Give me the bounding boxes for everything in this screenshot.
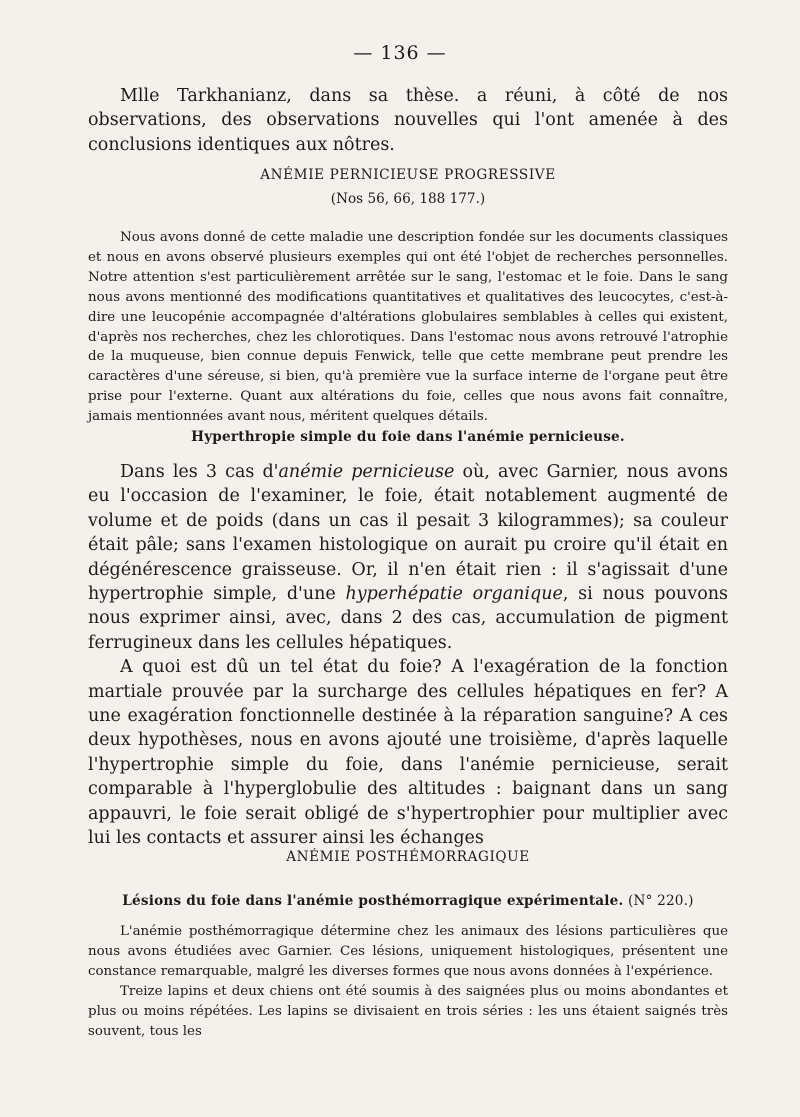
page-number: — 136 — bbox=[353, 42, 447, 64]
subsection1-body bbox=[88, 460, 728, 851]
subsection-title-hypertrophie: Hyperthropie simple du foie dans l'anémie pernicieuse. bbox=[191, 429, 625, 445]
text-run: Dans les 3 cas d' bbox=[120, 462, 279, 482]
subsection-title-lesions bbox=[88, 893, 728, 909]
section-title-anemie-pernicieuse: ANÉMIE PERNICIEUSE PROGRESSIVE bbox=[260, 167, 556, 183]
subsection1-paragraph-1 bbox=[88, 460, 728, 655]
section2-paragraph-1: L'anémie posthémorragique détermine chez les animaux des lésions particulières que nous avons étudiées avec Garnier. Ces lésions, uniquement histologiques, présentent une constance remarquable, malgré les diverses formes que nous avons données à l'expérience. bbox=[88, 924, 728, 979]
italic-term: anémie pernicieuse bbox=[278, 462, 455, 482]
section1-paragraph bbox=[88, 228, 728, 427]
intro-paragraph bbox=[88, 84, 728, 157]
section2-body bbox=[88, 922, 728, 1041]
text-run: , si nous pouvons nous exprimer ainsi, avec, dans 2 des cas, accumulation de pigment ferrugineux dans les cellules hépatiques. bbox=[88, 584, 728, 653]
section1-text: Nous avons donné de cette maladie une description fondée sur les documents classiques et nous en avons observé plusieurs exemples qui ont été l'objet de recherches personnelles. Notre attention s'est particulièrement arrêtée sur le sang, l'estomac et le foie. Dans le sang nous avons mentionné des modifications quantitatives et qualitatives des leucocytes, c'est-à-dire une leucopénie accompagnée d'altérations globulaires semblables à celles qui existent, d'après nos recherches, chez les chlorotiques. Dans l'estomac nous avons retrouvé l'atrophie de la muqueuse, bien connue depuis Fenwick, telle que cette membrane peut prendre les caractères d'une séreuse, si bien, qu'à première vue la surface interne de l'organe peut être prise pour l'externe. Quant aux altérations du foie, celles que nous avons fait connaître, jamais mentionnées avant nous, méritent quelques détails. bbox=[88, 230, 728, 425]
subsection1-paragraph-2: A quoi est dû un tel état du foie? A l'exagération de la fonction martiale prouvée par la surcharge des cellules hépatiques en fer? A une exagération fonctionnelle destinée à la réparation sanguine? A ces deux hypothèses, nous en avons ajouté une troisième, d'après laquelle l'hypertrophie simple du foie, dans l'anémie pernicieuse, serait comparable à l'hyperglobulie des altitudes : baignant dans un sang appauvri, le foie serait obligé de s'hypertrophier pour multiplier avec lui les contacts et assurer ainsi les échanges bbox=[88, 657, 728, 849]
section2-paragraph-2: Treize lapins et deux chiens ont été soumis à des saignées plus ou moins abondantes et plus ou moins répétées. Les lapins se divisaient en trois séries : les uns étaient saignés très souvent, tous les bbox=[88, 983, 728, 1039]
intro-text: Mlle Tarkhanianz, dans sa thèse. a réuni, à côté de nos observations, des observations nouvelles qui l'ont amenée à des conclusions identiques aux nôtres. bbox=[88, 86, 728, 155]
subtitle-text: Lésions du foie dans l'anémie posthémorragique expérimentale. bbox=[122, 893, 624, 909]
section-observation-numbers: (Nos 56, 66, 188 177.) bbox=[330, 191, 486, 207]
text-run: où, avec Garnier, nous avons eu l'occasion de l'examiner, le foie, était notablement augmenté de volume et de poids (dans un cas il pesait 3 kilogrammes); sa couleur était pâle; sans l'examen histologique on aurait pu croire qu'il était en dégénérescence graisseuse. Or, il n'en était rien : il s'agissait d'une hypertrophie simple, d'une bbox=[88, 462, 729, 605]
italic-term: hyperhépatie organique bbox=[345, 584, 563, 605]
subtitle-reference: (N° 220.) bbox=[623, 893, 694, 909]
section-title-anemie-posthemorragique: ANÉMIE POSTHÉMORRAGIQUE bbox=[286, 849, 530, 865]
